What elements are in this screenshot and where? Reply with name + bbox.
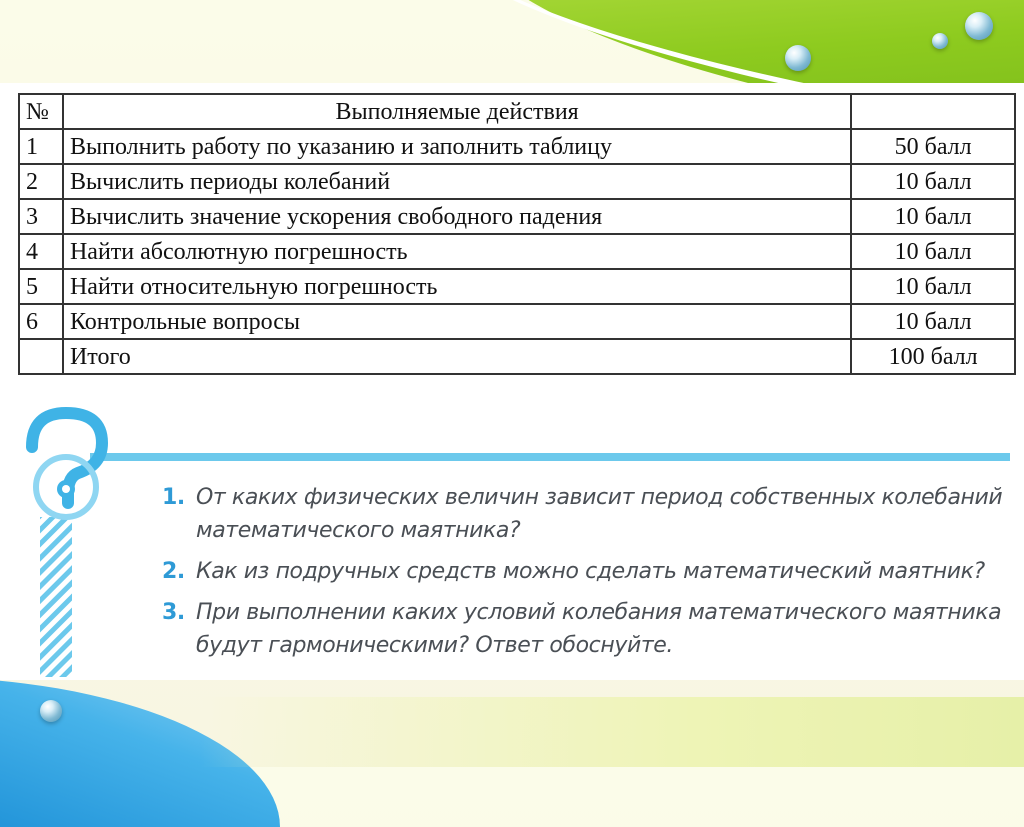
water-drop-icon [40, 700, 62, 722]
row-points: 100 балл [851, 339, 1015, 374]
question-text: Как из подручных средств можно сделать математический маятник? [196, 559, 985, 584]
row-number: 6 [19, 304, 63, 339]
question-text: От каких физических величин зависит период собственных колебаний математического маятника? [196, 485, 1003, 543]
row-number: 1 [19, 129, 63, 164]
header-no: № [19, 94, 63, 129]
row-points: 10 балл [851, 234, 1015, 269]
question-list [162, 481, 1012, 670]
table-header-row [19, 94, 1015, 129]
question-text: При выполнении каких условий колебания математического маятника будут гармоническими? Ответ обоснуйте. [196, 600, 1002, 658]
background-green-band [200, 697, 1024, 767]
row-number [19, 339, 63, 374]
row-points: 10 балл [851, 164, 1015, 199]
row-number: 5 [19, 269, 63, 304]
table-row [19, 164, 1015, 199]
row-number: 3 [19, 199, 63, 234]
row-action: Вычислить значение ускорения свободного падения [63, 199, 851, 234]
questions-panel [0, 403, 1024, 680]
question-number: 2. [162, 559, 185, 584]
row-number: 4 [19, 234, 63, 269]
row-action: Найти абсолютную погрешность [63, 234, 851, 269]
row-action: Найти относительную погрешность [63, 269, 851, 304]
water-drop-icon [785, 45, 811, 71]
question-number: 1. [162, 485, 185, 510]
score-table-panel [0, 83, 1024, 403]
row-points: 10 балл [851, 304, 1015, 339]
header-action: Выполняемые действия [63, 94, 851, 129]
row-action: Вычислить периоды колебаний [63, 164, 851, 199]
row-points: 10 балл [851, 199, 1015, 234]
questions-header-bar [90, 453, 1010, 461]
row-number: 2 [19, 164, 63, 199]
question-item [162, 596, 1012, 662]
row-points: 10 балл [851, 269, 1015, 304]
question-item [162, 555, 1012, 588]
row-action: Контрольные вопросы [63, 304, 851, 339]
score-table [18, 93, 1016, 375]
water-drop-icon [932, 33, 948, 49]
row-action: Итого [63, 339, 851, 374]
question-number: 3. [162, 600, 185, 625]
row-points: 50 балл [851, 129, 1015, 164]
table-total-row [19, 339, 1015, 374]
table-row [19, 269, 1015, 304]
table-row [19, 199, 1015, 234]
header-points [851, 94, 1015, 129]
table-row [19, 234, 1015, 269]
question-item [162, 481, 1012, 547]
table-row [19, 304, 1015, 339]
table-row [19, 129, 1015, 164]
question-mark-icon [18, 407, 118, 677]
water-drop-icon [965, 12, 993, 40]
row-action: Выполнить работу по указанию и заполнить таблицу [63, 129, 851, 164]
